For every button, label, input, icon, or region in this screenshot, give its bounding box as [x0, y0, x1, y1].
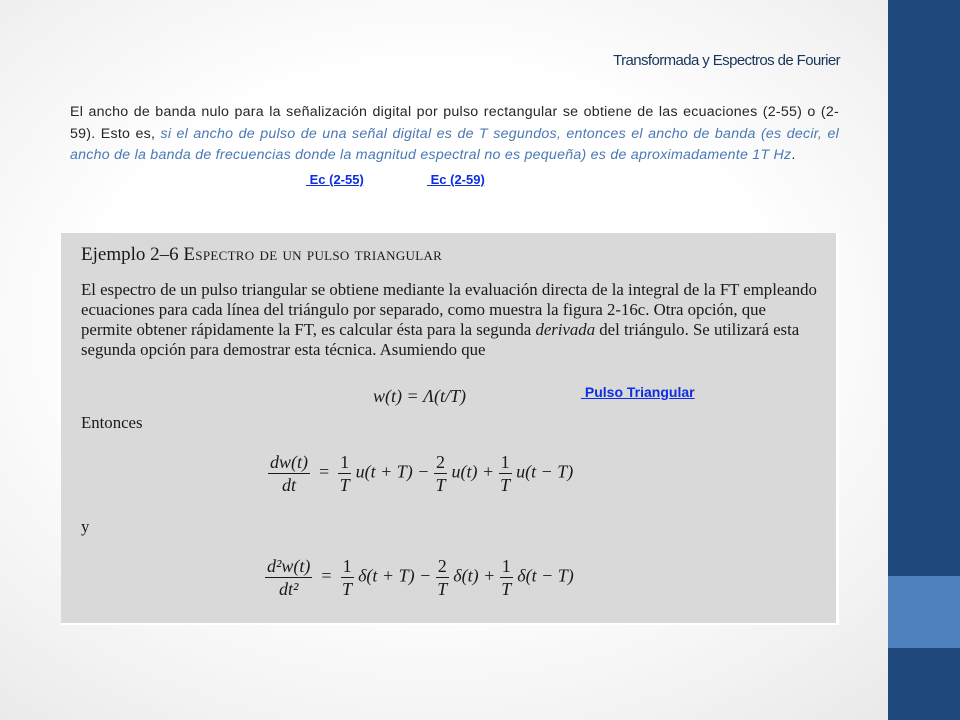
coef-den-1: T [339, 475, 350, 495]
equation-second-derivative: $\frac{\text{d²w(t)}}{\text{dt²}}$ = $\frac{1}{T}$ δ(t + T) − $\frac{2}{T}$ δ(t) + $\frac{1}{T}$ δ(t − T) [267, 556, 574, 599]
term-1: u(t + T) − [355, 461, 430, 482]
coef-den-2: T [435, 475, 446, 495]
intro-text: El ancho de banda nulo para la señalización digital por pulso rectangular se obtiene de las ecuaciones (2-55) o (2-59). Esto es, [70, 104, 839, 142]
coef2-fraction-3 [500, 555, 513, 600]
delta-term-1: δ(t + T) − [358, 565, 432, 586]
coef-den-3: T [500, 475, 511, 495]
coef-num-2: 2 [435, 452, 445, 472]
lhs2-denominator: dt² [279, 579, 299, 599]
coef2-den-3: T [501, 579, 512, 599]
coef2-den-1: T [342, 579, 353, 599]
lhs-numerator: dw(t) [270, 452, 308, 472]
y-label: y [81, 517, 90, 536]
right-sidebar [888, 0, 960, 720]
coef2-num-2: 2 [437, 556, 447, 576]
intro-paragraph [70, 102, 839, 167]
intro-period: . [791, 147, 796, 164]
coef-fraction-2 [434, 451, 447, 496]
example-title: Espectro de un pulso triangular [183, 244, 443, 265]
example-body-end: del triángulo. Se utilizará esta segunda opción para demostrar esta técnica. Asumiendo que [81, 320, 800, 359]
coef-num-3: 1 [500, 452, 510, 472]
ec-2-55-link[interactable]: Ec (2-55) [306, 172, 364, 187]
example-heading [81, 244, 442, 266]
coef2-num-1: 1 [342, 556, 352, 576]
equation-triangle: w(t) = Λ(t/T) [373, 386, 467, 406]
ec-2-59-link[interactable]: Ec (2-59) [427, 172, 485, 187]
coef2-den-2: T [437, 579, 448, 599]
lhs2-fraction [265, 555, 312, 600]
term-2: u(t) + [451, 461, 495, 482]
example-number: Ejemplo 2–6 [81, 244, 179, 265]
delta-term-2: δ(t) + [453, 565, 496, 586]
example-body [81, 280, 817, 360]
lhs2-numerator: d²w(t) [267, 556, 311, 576]
intro-highlight: si el ancho de pulso de una señal digital es de T segundos, entonces el ancho de banda (es decir, el ancho de la banda de frecuencias donde la magnitud espectral no es pequeña) es de aproximadamente 1T Hz [70, 125, 839, 164]
entonces-label: Entonces [81, 413, 143, 432]
example-body-text: El espectro de un pulso triangular se obtiene mediante la evaluación directa de la integral de la FT empleando ecuaciones para cada línea del triángulo por separado, como muestra la figura 2-16c. Otra opción, que permite obtener rápidamente la FT, es calcular ésta para la segunda [81, 280, 817, 339]
coef2-fraction-2 [436, 555, 449, 600]
equation-first-derivative: $\frac{dw(t)}{dt}$ = $\frac{1}{T}$ u(t + T) − $\frac{2}{T}$ u(t) + $\frac{1}{T}$ u(t − T) [270, 452, 574, 495]
coef-num-1: 1 [340, 452, 350, 472]
slide-title: Transformada y Espectros de Fourier [613, 52, 840, 69]
example-body-italic: derivada [535, 320, 596, 339]
pulso-triangular-link[interactable]: Pulso Triangular [581, 384, 695, 400]
coef2-num-3: 1 [501, 556, 511, 576]
term-3: u(t − T) [516, 461, 574, 482]
coef-fraction-1 [338, 451, 351, 496]
coef-fraction-3 [499, 451, 512, 496]
lhs-fraction [268, 451, 310, 496]
lhs-denominator: dt [281, 475, 296, 495]
delta-term-3: δ(t − T) [517, 565, 574, 586]
example-panel [61, 233, 839, 625]
coef2-fraction-1 [341, 555, 354, 600]
sidebar-accent-block [888, 576, 960, 648]
